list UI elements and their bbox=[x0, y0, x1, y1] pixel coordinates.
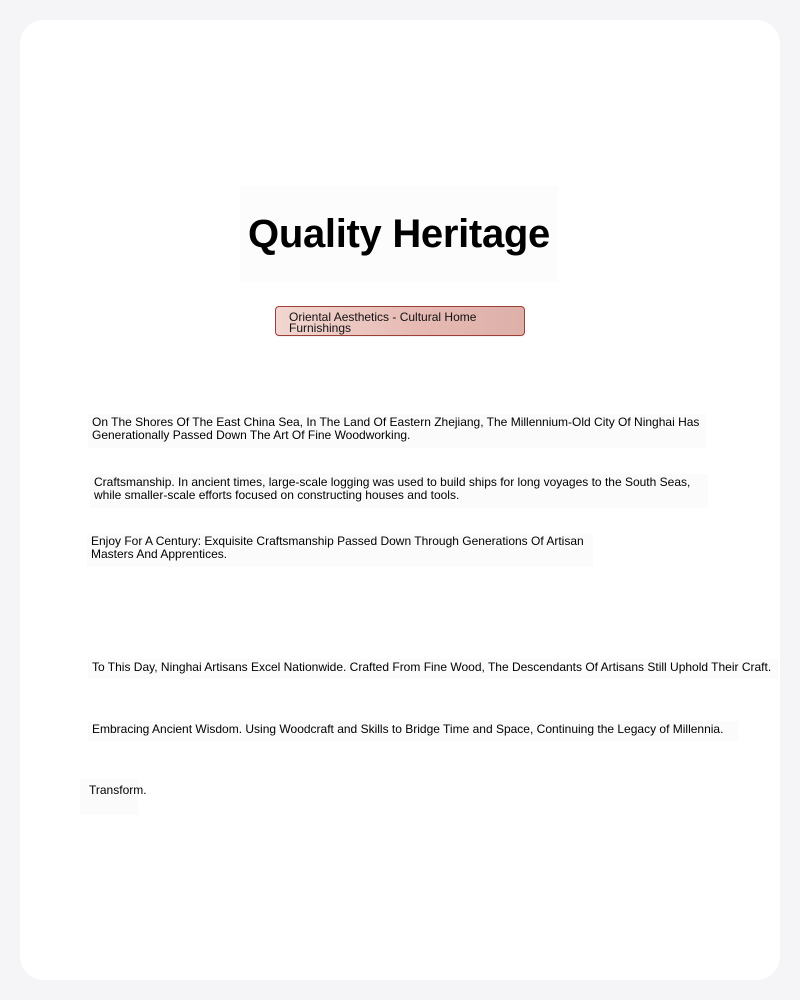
title-block bbox=[240, 186, 558, 282]
page-title: Quality Heritage bbox=[248, 211, 550, 256]
paragraph-3: Enjoy For A Century: Exquisite Craftsmanship Passed Down Through Generations Of Artisan Masters And Apprentices. bbox=[87, 533, 593, 567]
paragraph-4: To This Day, Ninghai Artisans Excel Nationwide. Crafted From Fine Wood, The Descendants Of Artisans Still Uphold Their Craft. bbox=[88, 659, 778, 679]
paragraph-5: Embracing Ancient Wisdom. Using Woodcraft and Skills to Bridge Time and Space, Continuing the Legacy of Millennia. bbox=[88, 721, 738, 741]
paragraph-1: On The Shores Of The East China Sea, In The Land Of Eastern Zhejiang, The Millennium-Old City Of Ninghai Has Generationally Passed Down The Art Of Fine Woodworking. bbox=[88, 414, 706, 448]
paragraph-2: Craftsmanship. In ancient times, large-scale logging was used to build ships for long voyages to the South Seas, while smaller-scale efforts focused on constructing houses and tools. bbox=[90, 474, 708, 508]
tagline-badge: Oriental Aesthetics - Cultural Home Furnishings bbox=[275, 306, 525, 336]
paragraph-6: Transform. bbox=[80, 779, 138, 815]
